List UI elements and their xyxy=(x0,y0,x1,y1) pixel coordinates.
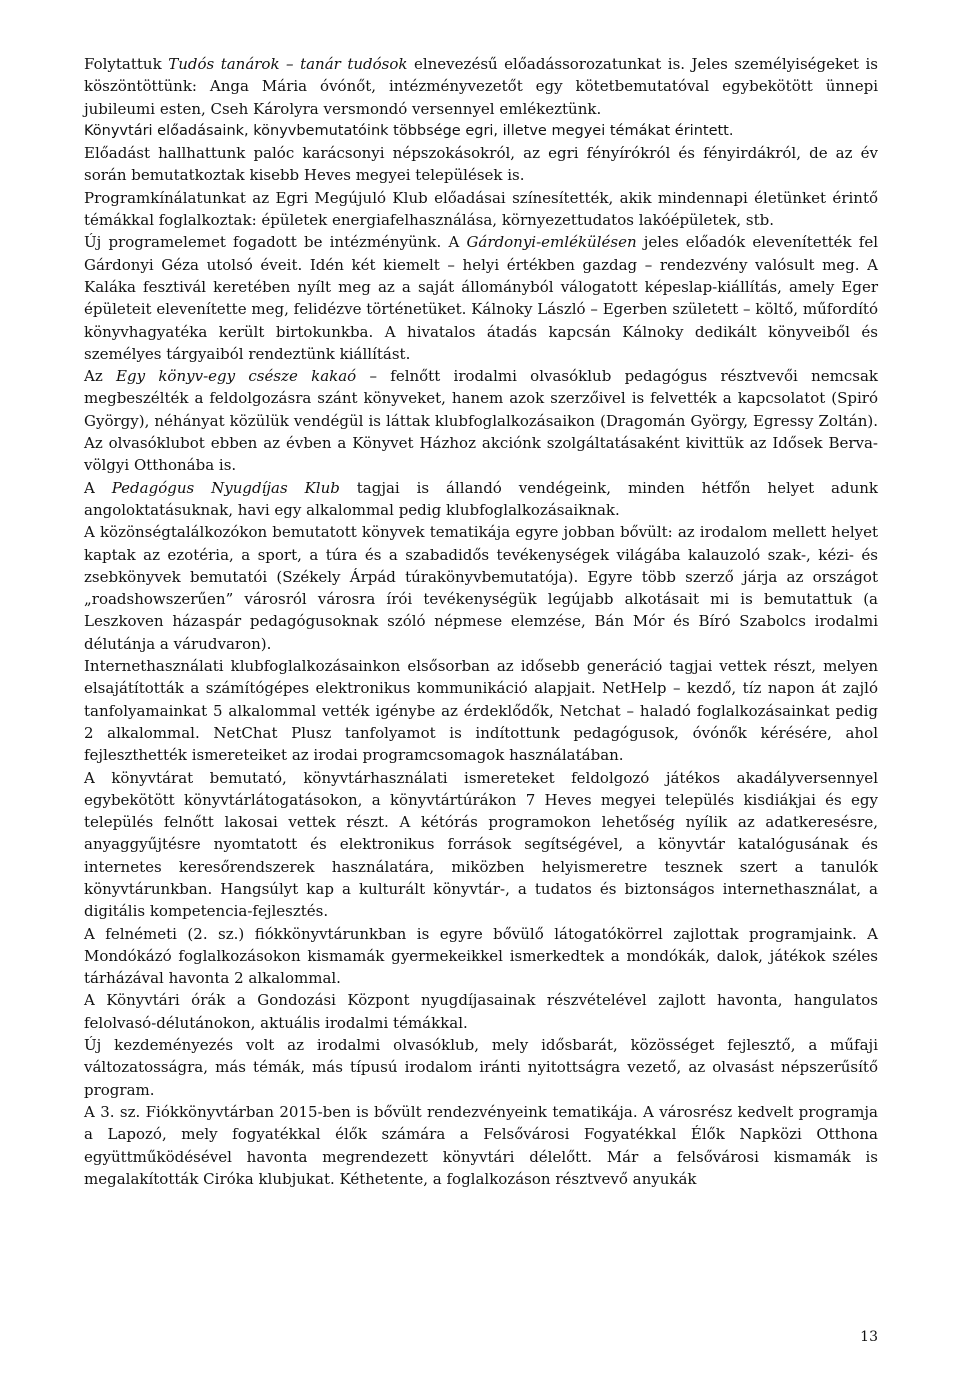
text-run: A 3. sz. Fiókkönyvtárban 2015-ben is bővült rendezvényeink tematikája. A városrész kedvelt programja a Lapozó, mely fogyatékkal élők számára a Felsővárosi Fogyatékkal Élők Napközi Otthona együttműködésével havonta megrendezett könyvtári délelőtt. Már a felsővárosi kismamák is megalakították Ciróka klubjukat. Kéthetente, a foglalkozáson résztvevő anyukák xyxy=(84,1102,878,1188)
paragraph xyxy=(84,767,878,923)
paragraph xyxy=(84,231,878,365)
text-run: Új kezdeményezés volt az irodalmi olvasóklub, mely idősbarát, közösséget fejlesztő, a műfaji változatosságra, más témák, más típusú irodalom iránti nyitottságra vezető, az olvasást népszerűsítő program. xyxy=(84,1036,878,1099)
text-run: Internethasználati klubfoglalkozásainkon elsősorban az idősebb generáció tagjai vettek részt, melyen elsajátították a számítógépes elektronikus kommunikáció alapjait. NetHelp – kezdő, tíz napon át zajló tanfolyamainkat 5 alkalommal vették igénybe az érdeklődők, Netchat – haladó foglalkozásainkat pedig 2 alkalommal. NetChat Plusz tanfolyamot is indítottunk pedagógusok, óvónők kérésére, ahol fejleszthették ismereteiket az irodai programcsomagok használatában. xyxy=(84,657,878,765)
paragraph xyxy=(84,1101,878,1190)
text-run: A felnémeti (2. sz.) fiókkönyvtárunkban is egyre bővülő látogatókörrel zajlottak programjaink. A Mondókázó foglalkozásokon kismamák gyermekeikkel ismerkedtek a mondókák, dalok, játékok széles tárházával havonta 2 alkalommal. xyxy=(84,924,878,988)
page-number: 13 xyxy=(860,1329,878,1345)
text-run: Folytattuk xyxy=(84,55,169,73)
document-body xyxy=(84,53,878,1190)
text-run: jeles előadók elevenítették fel Gárdonyi Géza utolsó éveit. Idén két kiemelt – helyi értékben gazdag – rendezvény valósult meg. A Kaláka fesztivál keretében nyílt meg az a saját állományból válogatott képeslap-kiállítás, amely Eger épületeit elevenítette meg, felidézve történetüket. Kálnoky László – Egerben született – költő, műfordító könyvhagyatéka került birtokunkba. A hivatalos átadás kapcsán Kálnoky dedikált könyveiből és személyes tárgyaiból rendeztünk kiállítást. xyxy=(84,233,878,363)
paragraph xyxy=(84,477,878,522)
text-run: Új programelemet fogadott be intézményünk. A xyxy=(84,233,467,252)
paragraph xyxy=(84,1034,878,1101)
paragraph xyxy=(84,120,878,142)
paragraph xyxy=(84,53,878,120)
text-run: – felnőtt irodalmi olvasóklub pedagógus résztvevői nemcsak megbeszélték a feldolgozásra szánt könyveket, hanem azok szerzőivel is felvették a kapcsolatot (Spiró György), néhányat közülük vendégül is láttak klubfoglalkozásaikon (Dragomán György, Egressy Zoltán). Az olvasóklubot ebben az évben a Könyvet Házhoz akciónk szolgáltatásaként kivittük az Idősek Berva-völgyi Otthonába is. xyxy=(84,367,878,475)
text-run: Az xyxy=(84,367,117,386)
paragraph xyxy=(84,989,878,1034)
italic-title: Egy könyv-egy csésze kakaó xyxy=(116,367,357,386)
paragraph xyxy=(84,655,878,766)
text-run: Könyvtári előadásaink, könyvbemutatóink többsége egri, illetve megyei témákat érintett. xyxy=(84,122,734,139)
paragraph xyxy=(84,187,878,232)
italic-title: Tudós tanárok – tanár tudósok xyxy=(168,55,408,73)
text-run: tagjai is állandó vendégeink, minden hétfőn helyet adunk angoloktatásuknak, havi egy alkalommal pedig klubfoglalkozásaiknak. xyxy=(84,478,878,519)
text-run: A könyvtárat bemutató, könyvtárhasználati ismereteket feldolgozó játékos akadályversennyel egybekötött könyvtárlátogatásokon, a könyvtártúrákon 7 Heves megyei település kisdiákjai és egy település felnőtt lakosai vettek részt. A kétórás programokon lehetőség nyílik az adatkeresésre, anyaggyűjtésre nyomtatott és elektronikus források segítségével, a könyvtár katalógusának és internetes keresőrendszerek használatára, miközben helyismeretre tesznek szert a tanulók könyvtárunkban. Hangsúlyt kap a kulturált könyvtár-, a tudatos és biztonságos internethasználat, a digitális kompetencia-fejlesztés. xyxy=(84,768,878,921)
text-run: Programkínálatunkat az Egri Megújuló Klub előadásai színesítették, akik mindennapi életünket érintő témákkal foglalkoztak: épületek energiafelhasználása, környezettudatos lakóépületek, stb. xyxy=(84,188,878,230)
italic-title: Gárdonyi-emlékülésen xyxy=(466,233,637,252)
text-run: A közönségtalálkozókon bemutatott könyvek tematikája egyre jobban bővült: az irodalom mellett helyet kaptak az ezotéria, a sport, a túra és a szabadidős tevékenységek világába kalauzoló szak-, kézi- és zsebkönyvek bemutatói (Székely Árpád túrakönyvbemutatója). Egyre több szerző járja az országot „roadshowszerűen” városról városra írói tevékenységük legújabb alkotásait mi is bemutattuk (a Leszkoven házaspár pedagógusoknak szóló népmese elemzése, Bán Mór és Bíró Szabolcs irodalmi délutánja a várudvaron). xyxy=(84,523,878,653)
italic-title: Pedagógus Nyugdíjas Klub xyxy=(111,478,340,497)
paragraph xyxy=(84,923,878,990)
text-run: A Könyvtári órák a Gondozási Központ nyugdíjasainak részvételével zajlott havonta, hangulatos felolvasó-délutánokon, aktuális irodalmi témákkal. xyxy=(84,991,878,1032)
paragraph xyxy=(84,142,878,187)
paragraph xyxy=(84,365,878,476)
paragraph xyxy=(84,521,878,655)
text-run: elnevezésű előadássorozatunkat is. Jeles személyiségeket is köszöntöttünk: Anga Mária óvónőt, intézményvezetőt egy kötetbemutatóval egybekötött ünnepi jubileumi esten, Cseh Károlyra versmondó versennyel emlékeztünk. xyxy=(84,55,879,118)
text-run: Előadást hallhattunk palóc karácsonyi népszokásokról, az egri fényírókról és fényirdákról, de az év során bemutatkoztak kisebb Heves megyei települések is. xyxy=(84,144,878,185)
text-run: A xyxy=(84,478,112,497)
